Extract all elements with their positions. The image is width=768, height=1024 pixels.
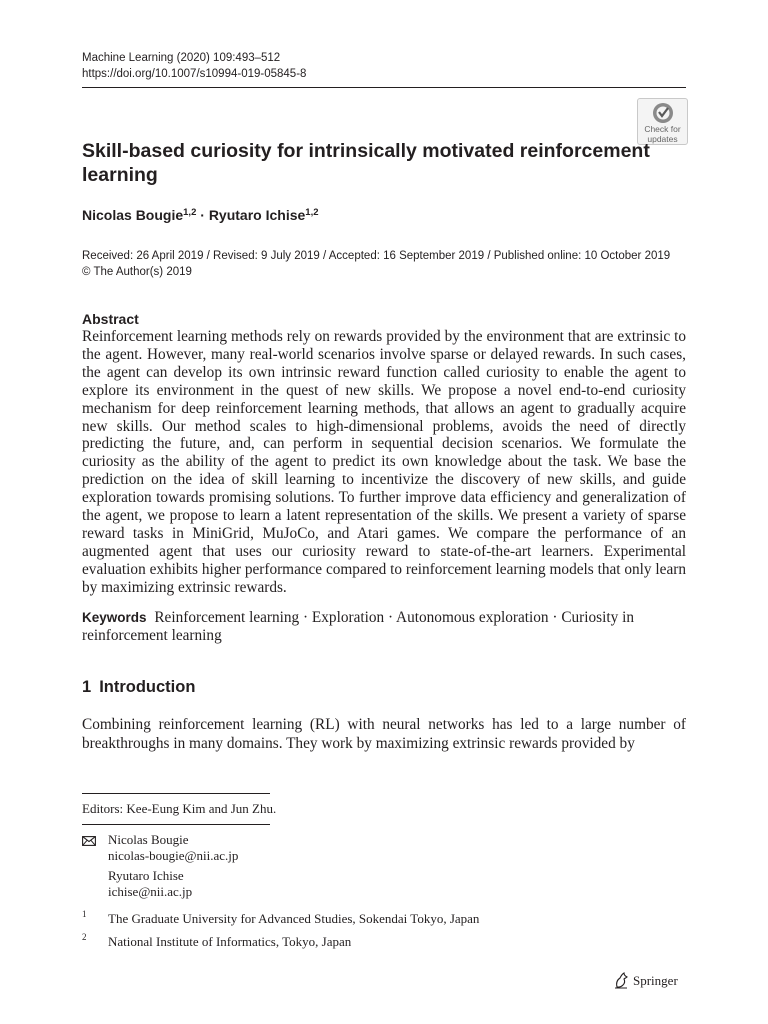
contact-email[interactable]: nicolas-bougie@nii.ac.jp bbox=[108, 848, 239, 863]
publisher-name: Springer bbox=[633, 972, 678, 988]
footnote-divider bbox=[82, 824, 270, 825]
affiliation-number: 2 bbox=[82, 932, 87, 942]
history-line: Received: 26 April 2019 / Revised: 9 July 2019 / Accepted: 16 September 2019 / Published online: 10 October 2019 bbox=[82, 250, 671, 262]
paper-title: Skill-based curiosity for intrinsically motivated reinforcement learning bbox=[82, 140, 650, 186]
contact-email[interactable]: ichise@nii.ac.jp bbox=[108, 884, 193, 899]
doi-link[interactable]: https://doi.org/10.1007/s10994-019-05845-8 bbox=[82, 68, 307, 80]
keywords bbox=[82, 609, 686, 645]
keywords-label: Keywords bbox=[82, 610, 147, 625]
author-affiliation-marker: 1,2 bbox=[305, 207, 319, 218]
check-updates-line2: updates bbox=[647, 133, 678, 144]
editors-note: Editors: Kee-Eung Kim and Jun Zhu. bbox=[82, 801, 277, 816]
keywords-text: Reinforcement learning · Exploration · Autonomous exploration · Curiosity in reinforcement learning bbox=[82, 609, 634, 644]
introduction-text: Combining reinforcement learning (RL) with neural networks has led to a large number of breakthroughs in many domains. They work by maximizing extrinsic rewards provided by bbox=[82, 716, 686, 752]
corresponding-contact bbox=[108, 832, 238, 864]
check-updates-line1: Check for bbox=[644, 124, 681, 134]
header-divider bbox=[82, 87, 686, 88]
abstract-text: Reinforcement learning methods rely on rewards provided by the environment that are extrinsic to the agent. However, many real-world scenarios involve sparse or delayed rewards. In such cases, the agent can develop its own intrinsic reward function called curiosity to enable the agent to explore its environment in the quest of new skills. We propose a novel end-to-end curiosity mechanism for deep reinforcement learning methods, that allows an agent to gradually acquire new skills. Our method scales to high-dimensional problems, avoids the need of directly predicting the future, and, can perform in sequential decision scenarios. We formulate the curiosity as the ability of the agent to predict its own knowledge about the task. We base the prediction on the idea of skill learning to incentivize the discovery of new skills, and guide exploration towards promising solutions. To further improve data efficiency and generalization of the agent, we propose to learn a latent representation of the skills. We present a variety of sparse reward tasks in MiniGrid, MuJoCo, and Atari games. We compare the performance of an augmented agent that uses our curiosity reward to state-of-the-art learners. Experimental evaluation exhibits higher performance compared to reinforcement learning models that only learn by maximizing extrinsic rewards. bbox=[82, 328, 686, 596]
publisher-logo bbox=[613, 972, 678, 989]
author-name[interactable]: Nicolas Bougie bbox=[82, 207, 184, 223]
affiliation-number: 1 bbox=[82, 909, 87, 919]
contact-name: Nicolas Bougie bbox=[108, 832, 189, 847]
contact-name: Ryutaro Ichise bbox=[108, 868, 184, 883]
section-title: Introduction bbox=[99, 678, 196, 696]
affiliation-text: National Institute of Informatics, Tokyo, Japan bbox=[108, 934, 352, 949]
envelope-icon bbox=[82, 836, 96, 846]
section-heading bbox=[82, 678, 195, 697]
author-name[interactable]: Ryutaro Ichise bbox=[208, 207, 306, 223]
author-separator: · bbox=[200, 207, 205, 223]
crossmark-icon bbox=[650, 102, 676, 124]
springer-horse-icon bbox=[613, 972, 629, 989]
journal-citation bbox=[82, 50, 306, 82]
author-list bbox=[82, 207, 319, 223]
journal-line: Machine Learning (2020) 109:493–512 bbox=[82, 52, 281, 64]
publication-dates bbox=[82, 248, 670, 280]
section-number: 1 bbox=[82, 678, 92, 696]
author-affiliation-marker: 1,2 bbox=[183, 207, 197, 218]
affiliation-text: The Graduate University for Advanced Studies, Sokendai Tokyo, Japan bbox=[108, 911, 480, 926]
copyright-line: © The Author(s) 2019 bbox=[82, 266, 192, 278]
corresponding-contact bbox=[108, 868, 192, 900]
abstract-heading: Abstract bbox=[82, 311, 139, 327]
footnote-divider bbox=[82, 793, 270, 794]
check-for-updates-badge[interactable] bbox=[637, 98, 688, 145]
